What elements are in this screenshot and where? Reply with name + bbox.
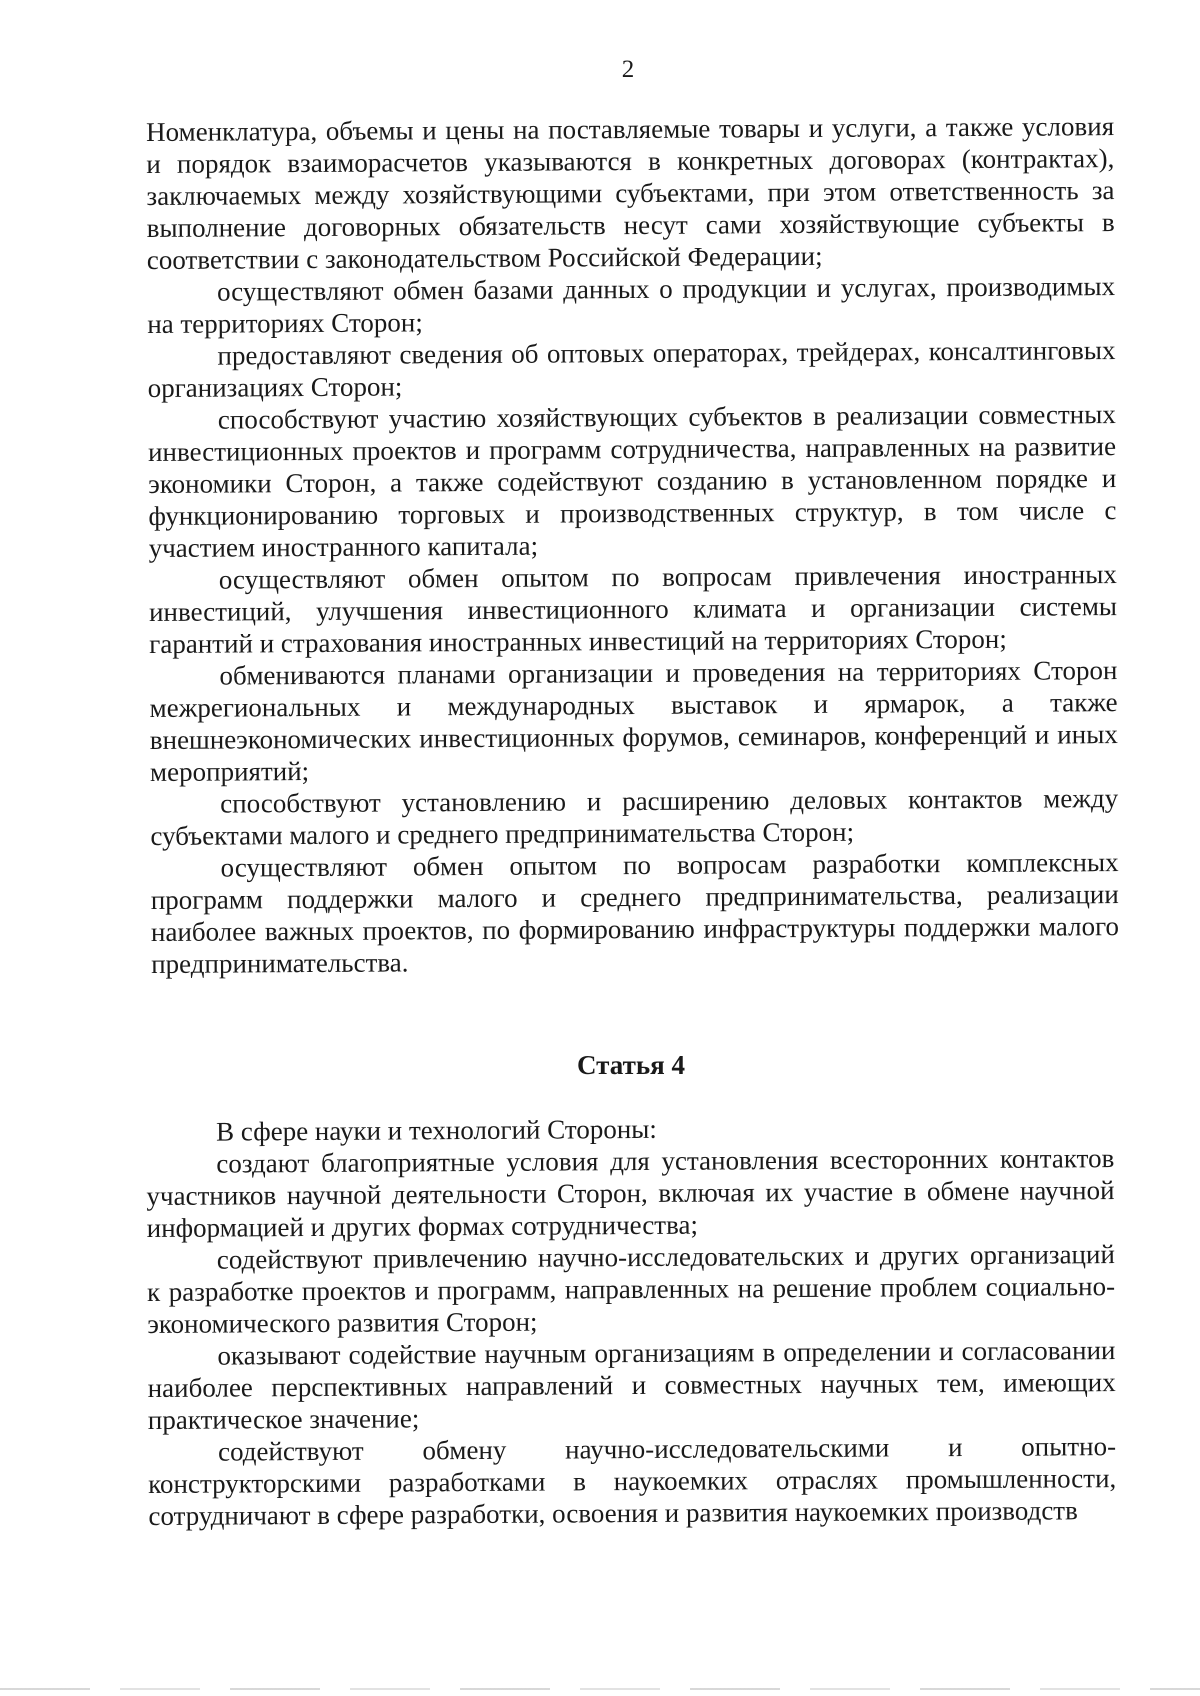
page-number: 2 (621, 56, 635, 83)
paragraph: обмениваются планами организации и проведения на территориях Сторон межрегиональных и международных выставок и ярмарок, а также внешнеэкономических инвестиционных форумов, семинаров, конференций и иных мероприятий; (149, 655, 1118, 787)
text-block-article-4 (146, 1110, 1117, 1532)
scan-edge-line (0, 1688, 1200, 1690)
paragraph: оказывают содействие научным организациям в определении и согласовании наиболее перспективных направлений и совместных научных тем, имеющих практическое значение; (147, 1335, 1116, 1435)
paragraph: осуществляют обмен базами данных о продукции и услугах, производимых на территориях Сторон; (147, 271, 1116, 339)
paragraph: Номенклатура, объемы и цены на поставляемые товары и услуги, а также условия и порядок взаиморасчетов указываются в конкретных договорах (контрактах), заключаемых между хозяйствующими субъектами, при этом ответственность за выполнение договорных обязательств несут сами хозяйствующие субъекты в соответствии с законодательством Российской Федерации; (146, 111, 1115, 275)
paragraph: осуществляют обмен опытом по вопросам разработки комплексных программ поддержки малого и среднего предпринимательства, реализации наиболее важных проектов, по формированию инфраструктуры поддержки малого предпринимательства. (150, 847, 1120, 979)
paragraph: осуществляют обмен опытом по вопросам привлечения иностранных инвестиций, улучшения инвестиционного климата и организации системы гарантий и страхования иностранных инвестиций на территориях Сторон; (148, 559, 1118, 659)
paragraph: содействуют обмену научно-исследовательскими и опытно-конструкторскими разработками в наукоемких отраслях промышленности, сотрудничают в сфере разработки, освоения и развития наукоемких производств (148, 1431, 1117, 1531)
text-block-article-3-continuation (146, 110, 1119, 980)
paragraph: В сфере науки и технологий Стороны: (216, 1113, 657, 1147)
paragraph: способствуют установлению и расширению деловых контактов между субъектами малого и среднего предпринимательства Сторон; (150, 783, 1119, 851)
article-heading: Статья 4 (577, 1050, 685, 1080)
paragraph: способствуют участию хозяйствующих субъектов в реализации совместных инвестиционных проектов и программ сотрудничества, направленных на развитие экономики Сторон, а также содействуют созданию в установленном порядке и функционированию торговых и производственных структур, в том числе с участием иностранного капитала; (147, 399, 1117, 563)
paragraph: предоставляют сведения об оптовых операторах, трейдерах, консалтинговых организациях Сторон; (147, 335, 1116, 403)
paragraph: содействуют привлечению научно-исследовательских и других организаций к разработке проектов и программ, направленных на решение проблем социально-экономического развития Сторон; (146, 1239, 1116, 1339)
paragraph: создают благоприятные условия для установления всесторонних контактов участников научной деятельности Сторон, включая их участие в обмене научной информацией и других формах сотрудничества; (146, 1143, 1115, 1243)
